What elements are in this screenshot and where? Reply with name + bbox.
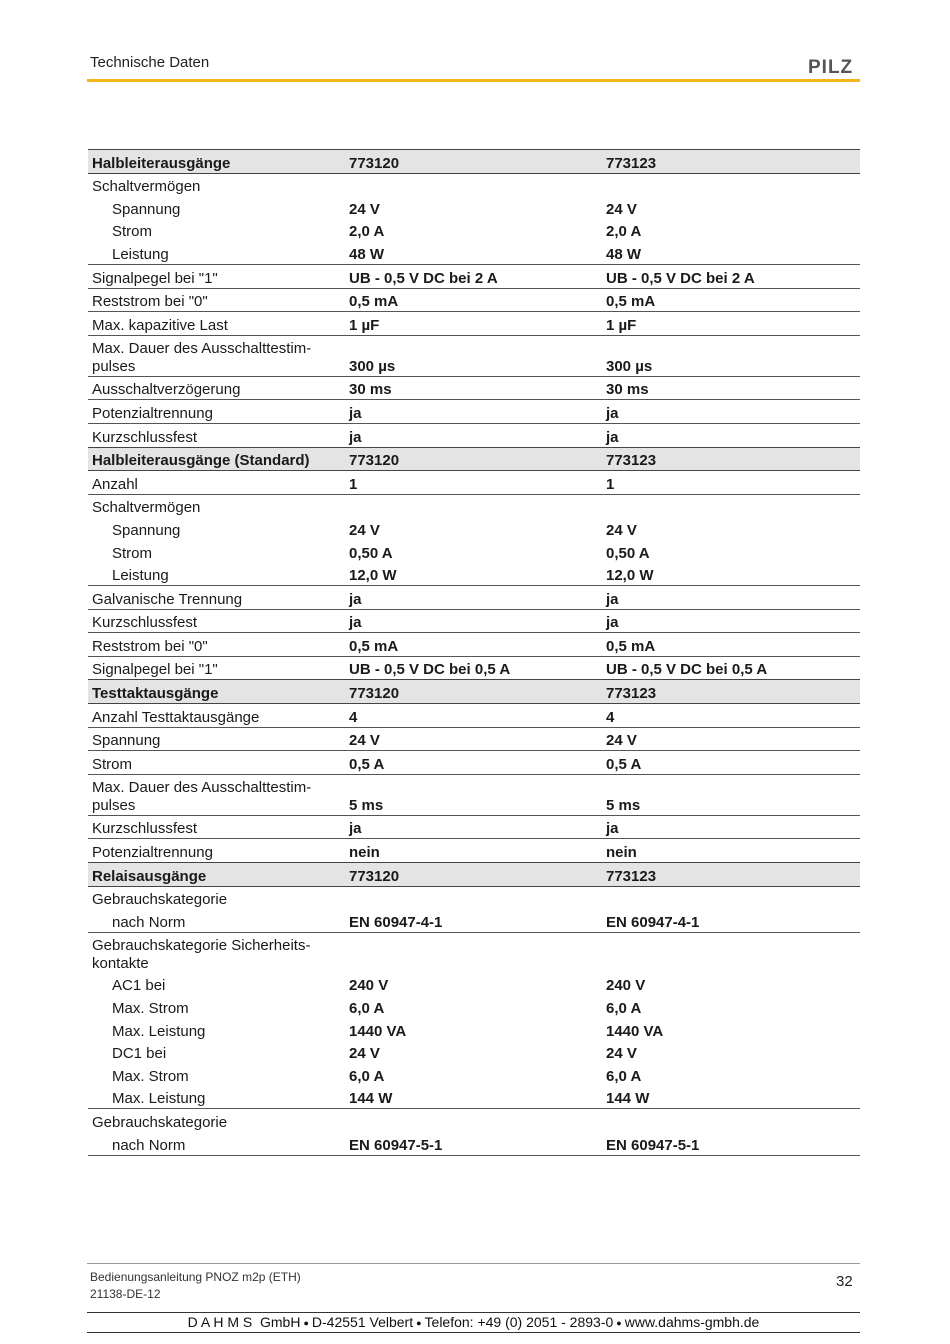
table-row [88, 774, 860, 815]
value-773123: 144 W [602, 1086, 860, 1109]
value-773120: 0,50 A [349, 544, 393, 562]
row-label: Gebrauchskategorie [92, 891, 228, 909]
value-773123: 12,0 W [602, 563, 860, 586]
value-773120 [345, 1109, 602, 1132]
footer-company: D A H M S GmbH [187, 1314, 301, 1330]
section-col-773120: 773120 [345, 863, 602, 887]
value-773120: EN 60947-5-1 [345, 1132, 602, 1155]
value-773120: 1 [345, 471, 602, 495]
section-header-row [88, 150, 860, 174]
value-773123: 0,50 A [606, 544, 650, 562]
value-773123: ja [602, 400, 860, 424]
value-773123: 0,5 mA [602, 633, 860, 657]
value-773120: 1 µF [345, 312, 602, 336]
row-label: Reststrom bei "0" [88, 633, 345, 657]
bullet-icon: ● [303, 1318, 309, 1328]
table-row [88, 609, 860, 633]
value-773120: ja [345, 586, 602, 610]
footer-address: D-42551 Velbert [311, 1314, 414, 1330]
value-773123: ja [602, 815, 860, 839]
value-773120: UB - 0,5 V DC bei 0,5 A [349, 661, 511, 679]
table-row [88, 751, 860, 775]
section-title: Testtaktausgänge [88, 680, 345, 704]
table-row [88, 633, 860, 657]
table-row [88, 288, 860, 312]
row-label: Max. kapazitive Last [88, 312, 345, 336]
footer-manual-title: Bedienungsanleitung PNOZ m2p (ETH) [90, 1270, 301, 1284]
row-label: Schaltvermögen [92, 499, 201, 517]
section-col-773123: 773123 [602, 150, 860, 174]
row-label: Strom [112, 223, 153, 241]
value-773120: ja [345, 815, 602, 839]
table-row [88, 219, 860, 242]
row-label: Gebrauchskategorie [92, 1113, 228, 1131]
value-773123: 1440 VA [606, 1022, 664, 1040]
section-col-773123: 773123 [602, 863, 860, 887]
row-label: Max. Strom [112, 1067, 189, 1085]
footer-phone: Telefon: +49 (0) 2051 - 2893-0 [424, 1314, 614, 1330]
table-row [88, 563, 860, 586]
table-row [88, 517, 860, 540]
section-title: Halbleiterausgänge (Standard) [88, 447, 345, 471]
value-773123: nein [606, 844, 637, 862]
row-label: Spannung [88, 727, 345, 751]
table-row [88, 704, 860, 728]
value-773120: 24 V [349, 1045, 380, 1063]
table-row [88, 1063, 860, 1086]
row-label: Ausschaltverzögerung [88, 376, 345, 400]
value-773123: 2,0 A [606, 223, 642, 241]
technical-data-table [88, 149, 860, 1156]
value-773120 [345, 173, 602, 196]
value-773123 [602, 173, 860, 196]
row-label: Kurzschlussfest [88, 609, 345, 633]
table-row [88, 241, 860, 264]
value-773120: 1440 VA [349, 1022, 407, 1040]
value-773120: 240 V [349, 977, 389, 995]
table-row [88, 973, 860, 996]
value-773120: 24 V [349, 521, 380, 539]
value-773123: ja [602, 586, 860, 610]
value-773120: ja [345, 609, 602, 633]
value-773123: 6,0 A [606, 1000, 642, 1017]
value-773123: UB - 0,5 V DC bei 0,5 A [606, 661, 768, 679]
value-773120: 48 W [345, 241, 602, 264]
value-773123: 24 V [606, 521, 637, 539]
section-col-773120: 773120 [345, 150, 602, 174]
value-773120: 144 W [345, 1086, 602, 1109]
row-label: Max. Strom [112, 1000, 189, 1017]
value-773123 [602, 494, 860, 517]
value-773120: UB - 0,5 V DC bei 2 A [345, 264, 602, 288]
row-label: Spannung [112, 200, 181, 218]
row-label: Max. Dauer des Ausschalttestim- pulses [88, 335, 345, 376]
row-label: Strom [88, 751, 345, 775]
value-773123: ja [602, 609, 860, 633]
value-773123: UB - 0,5 V DC bei 2 A [602, 264, 860, 288]
value-773120: 6,0 A [349, 1000, 385, 1017]
row-label: Potenzialtrennung [88, 400, 345, 424]
row-label: Max. Leistung [88, 1086, 345, 1109]
technical-data-body [88, 150, 860, 1156]
value-773123: 6,0 A [606, 1067, 642, 1085]
row-label: Schaltvermögen [92, 178, 201, 196]
footer-contact-line [87, 1314, 860, 1330]
value-773123: EN 60947-5-1 [602, 1132, 860, 1155]
row-label: Reststrom bei "0" [88, 288, 345, 312]
value-773120: 0,5 A [345, 751, 602, 775]
section-title: Halbleiterausgänge [88, 150, 345, 174]
table-row [88, 335, 860, 376]
value-773120: nein [349, 844, 380, 862]
value-773123 [602, 1109, 860, 1132]
value-773120: EN 60947-4-1 [345, 909, 602, 932]
footer-website[interactable]: www.dahms-gmbh.de [624, 1314, 760, 1330]
footer-bottom-rule [87, 1332, 860, 1333]
row-label: Signalpegel bei "1" [88, 264, 345, 288]
value-773120 [345, 932, 602, 973]
row-label: Max. Dauer des Ausschalttestim- pulses [88, 774, 345, 815]
table-row [88, 376, 860, 400]
section-header-row [88, 680, 860, 704]
value-773123: 4 [602, 704, 860, 728]
value-773120: 24 V [345, 727, 602, 751]
footer-divider [87, 1263, 860, 1264]
value-773123: 24 V [606, 1045, 637, 1063]
table-row [88, 995, 860, 1018]
page-number: 32 [836, 1273, 853, 1290]
section-header-row [88, 863, 860, 887]
value-773123: 48 W [602, 241, 860, 264]
row-label: Leistung [88, 563, 345, 586]
value-773123: ja [606, 428, 619, 446]
section-col-773120: 773120 [345, 680, 602, 704]
row-label: Kurzschlussfest [92, 428, 198, 446]
value-773123: 30 ms [602, 376, 860, 400]
value-773120: 24 V [349, 200, 380, 218]
value-773120: 0,5 mA [345, 633, 602, 657]
row-label: nach Norm [88, 909, 345, 932]
value-773123: 0,5 A [602, 751, 860, 775]
value-773123: 5 ms [602, 774, 860, 815]
value-773120: ja [349, 428, 362, 446]
value-773120: 2,0 A [349, 223, 385, 241]
section-col-773123: 773123 [602, 447, 860, 471]
value-773120: 12,0 W [345, 563, 602, 586]
table-row [88, 400, 860, 424]
value-773123: 0,5 mA [602, 288, 860, 312]
table-row [88, 1018, 860, 1041]
table-row [88, 312, 860, 336]
value-773123: 24 V [602, 727, 860, 751]
section-title: Relaisausgänge [88, 863, 345, 887]
row-label: Spannung [112, 521, 181, 539]
table-row [88, 264, 860, 288]
section-header-row [88, 447, 860, 471]
value-773123: EN 60947-4-1 [602, 909, 860, 932]
section-col-773120: 773120 [345, 447, 602, 471]
table-row [88, 656, 860, 680]
row-label: Kurzschlussfest [88, 815, 345, 839]
table-row [88, 196, 860, 219]
value-773123: 1 [602, 471, 860, 495]
value-773120 [345, 886, 602, 909]
table-row [88, 1109, 860, 1132]
table-row [88, 1086, 860, 1109]
footer-document-number: 21138-DE-12 [90, 1287, 161, 1301]
table-row [88, 173, 860, 196]
page-header-title: Technische Daten [90, 54, 210, 71]
value-773123 [602, 886, 860, 909]
table-row [88, 886, 860, 909]
value-773120: 4 [345, 704, 602, 728]
value-773123: 24 V [606, 200, 637, 218]
table-row [88, 909, 860, 932]
header-divider [87, 79, 860, 82]
table-row [88, 932, 860, 973]
bullet-icon: ● [416, 1318, 422, 1328]
row-label: Galvanische Trennung [88, 586, 345, 610]
row-label: Signalpegel bei "1" [92, 661, 218, 679]
row-label: DC1 bei [112, 1045, 167, 1063]
row-label: Strom [112, 544, 153, 562]
value-773123: 1 µF [602, 312, 860, 336]
table-row [88, 471, 860, 495]
row-label: Gebrauchskategorie Sicherheits- kontakte [92, 936, 311, 972]
table-row [88, 540, 860, 563]
row-label: AC1 bei [112, 977, 166, 995]
row-label: Leistung [88, 241, 345, 264]
table-row [88, 586, 860, 610]
value-773120: 300 µs [345, 335, 602, 376]
table-row [88, 839, 860, 863]
table-row [88, 1041, 860, 1064]
row-label: nach Norm [88, 1132, 345, 1155]
row-label: Anzahl [88, 471, 345, 495]
table-row [88, 1132, 860, 1155]
pilz-logo: PILZ [808, 57, 854, 78]
row-label: Max. Leistung [112, 1022, 206, 1040]
table-row [88, 727, 860, 751]
table-row [88, 494, 860, 517]
value-773120 [345, 494, 602, 517]
bullet-icon: ● [616, 1318, 622, 1328]
value-773123: 300 µs [602, 335, 860, 376]
value-773123: 240 V [606, 977, 646, 995]
value-773123 [602, 932, 860, 973]
table-row [88, 423, 860, 447]
value-773120: 5 ms [345, 774, 602, 815]
section-col-773123: 773123 [602, 680, 860, 704]
table-row [88, 815, 860, 839]
row-label: Anzahl Testtaktausgänge [88, 704, 345, 728]
value-773120: ja [345, 400, 602, 424]
value-773120: 6,0 A [349, 1067, 385, 1085]
row-label: Potenzialtrennung [92, 844, 213, 862]
footer-divider-lower [87, 1312, 860, 1313]
value-773120: 0,5 mA [345, 288, 602, 312]
value-773120: 30 ms [345, 376, 602, 400]
